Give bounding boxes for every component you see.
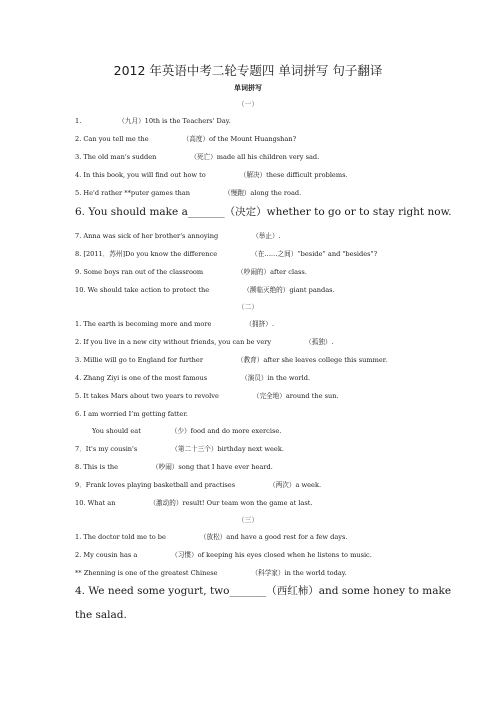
- question-line: 8. [2011．苏州]Do you know the difference （在……之间）“beside” and "besides"?: [75, 250, 378, 258]
- question-line: 5. It takes Mars about two years to revolve （完全地）around the sun.: [75, 392, 339, 400]
- question-line: 4. Zhang Ziyi is one of the most famous （演员）in the world.: [75, 374, 311, 382]
- question-line: 1. The doctor told me to be （放松）and have a good rest for a few days.: [75, 533, 348, 541]
- section-heading: 单词拼写: [234, 84, 262, 92]
- question-line: 10. We should take action to protect the （濒临灭绝的）giant pandas.: [75, 286, 335, 294]
- question-line: 7．It's my cousin's （第二十三个）birthday next week.: [75, 445, 284, 453]
- question-line: 3. The old man's sudden （死亡）made all his children very sad.: [75, 153, 320, 161]
- question-line: 9. Some boys ran out of the classroom （吵闹的）after class.: [75, 268, 307, 276]
- section-label-2: （二）: [237, 303, 259, 311]
- question-line: 2. If you live in a new city without friends, you can be very （孤独）.: [75, 338, 334, 346]
- question-line: 4. We need some yogurt, two_______（西红柿）and some honey to make: [75, 585, 452, 597]
- question-line: 9．Frank loves playing basketball and practises （两次）a week.: [75, 481, 322, 489]
- question-line: 7. Anna was sick of her brother's annoying （举止）.: [75, 232, 281, 240]
- question-line: 1. （九月）10th is the Teachers' Day.: [75, 117, 231, 125]
- question-line: 6. I am worried I’m getting fatter.: [75, 410, 188, 418]
- section-label-3: （三）: [237, 516, 259, 524]
- question-line: 1. The earth is becoming more and more （拥挤）.: [75, 320, 274, 328]
- question-line: the salad.: [75, 609, 127, 621]
- question-line: You should eat （少）food and do more exercise.: [92, 427, 282, 435]
- question-line: 4. In this book, you will find out how to （解决）these difficult problems.: [75, 171, 348, 179]
- section-label-1: （一）: [237, 100, 259, 108]
- document-title: 2012 年英语中考二轮专题四 单词拼写 句子翻译: [113, 63, 383, 78]
- question-line: 6. You should make a_______（决定）whether to go or to stay right now.: [75, 206, 452, 218]
- question-line: 5. He'd rather **puter games than （慢跑）along the road.: [75, 189, 302, 197]
- question-line: 10. What an （激动的）result! Our team won the game at last.: [75, 499, 313, 507]
- question-line: 8. This is the （吵闹）song that I have ever heard.: [75, 463, 273, 471]
- question-line: 2. My cousin has a （习惯）of keeping his eyes closed when he listens to music.: [75, 551, 372, 559]
- question-line: 3. Millie will go to England for further （教育）after she leaves college this summer.: [75, 356, 388, 364]
- question-line: 2. Can you tell me the （高度）of the Mount Huangshan?: [75, 135, 297, 143]
- question-line: ** Zhenning is one of the greatest Chinese （科学家）in the world today.: [75, 569, 347, 577]
